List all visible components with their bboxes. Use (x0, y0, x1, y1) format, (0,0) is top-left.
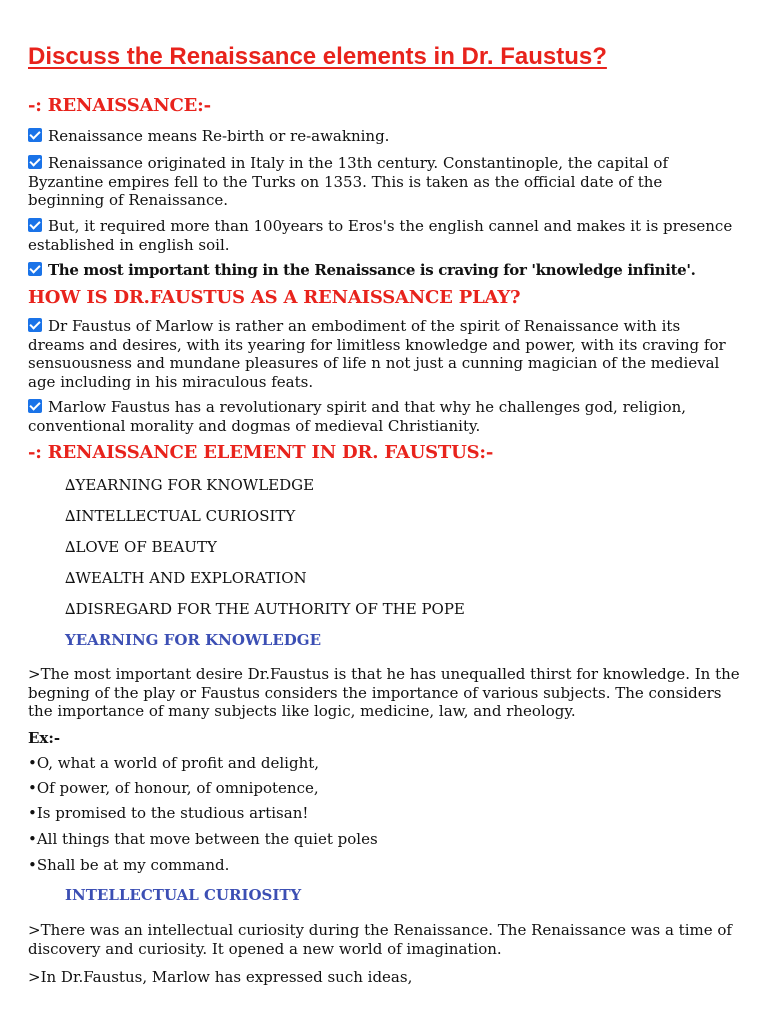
checkbox-icon (28, 218, 42, 232)
element-item: ∆INTELLECTUAL CURIOSITY (65, 507, 296, 525)
quote-line: •Of power, of honour, of omnipotence, (28, 779, 319, 797)
checkbox-icon (28, 399, 42, 413)
bullet-point: Dr Faustus of Marlow is rather an embodiment of the spirit of Renaissance with its dreams and desires, with its yearing for limitless knowledge and power, with its craving for sensuousness and mundane pleasures of life n not just a cunning magician of the medieval age including in his miraculous feats. (28, 317, 726, 391)
section-heading-play: HOW IS DR.FAUSTUS AS A RENAISSANCE PLAY? (28, 287, 521, 308)
bullet-point: Renaissance originated in Italy in the 13th century. Constantinople, the capital of Byzantine empires fell to the Turks on 1353. This is taken as the official date of the beginning of Renaissance. (28, 154, 668, 209)
bullet-point: Renaissance means Re-birth or re-awakning. (28, 127, 740, 146)
subheading-curiosity: INTELLECTUAL CURIOSITY (65, 886, 302, 904)
element-item: ∆YEARNING FOR KNOWLEDGE (65, 476, 315, 494)
quote-line: •O, what a world of profit and delight, (28, 754, 320, 772)
example-label: Ex:- (28, 729, 61, 747)
quote-line: •Is promised to the studious artisan! (28, 804, 309, 822)
checkbox-icon (28, 318, 42, 332)
paragraph: >There was an intellectual curiosity during the Renaissance. The Renaissance was a time of discovery and curiosity. It opened a new world of imagination. (28, 921, 732, 958)
element-item: ∆WEALTH AND EXPLORATION (65, 569, 307, 587)
section-heading-elements: -: RENAISSANCE ELEMENT IN DR. FAUSTUS:- (28, 442, 494, 463)
paragraph: >In Dr.Faustus, Marlow has expressed such ideas, (28, 968, 413, 986)
checkbox-icon (28, 128, 42, 142)
element-item: ∆LOVE OF BEAUTY (65, 538, 217, 556)
element-item: ∆DISREGARD FOR THE AUTHORITY OF THE POPE (65, 600, 465, 618)
quote-line: •Shall be at my command. (28, 856, 230, 874)
bullet-point: The most important thing in the Renaissance is craving for 'knowledge infinite'. (28, 261, 740, 280)
checkbox-icon (28, 262, 42, 276)
subheading-yearning: YEARNING FOR KNOWLEDGE (65, 631, 322, 649)
paragraph: >The most important desire Dr.Faustus is that he has unequalled thirst for knowledge. In the begning of the play or Faustus considers the importance of various subjects. The considers the importance of many subjects like logic, medicine, law, and rheology. (28, 665, 740, 720)
checkbox-icon (28, 155, 42, 169)
section-heading-renaissance: -: RENAISSANCE:- (28, 95, 211, 116)
bullet-point: But, it required more than 100years to Eros's the english cannel and makes it is presence established in english soil. (28, 217, 733, 254)
quote-line: •All things that move between the quiet poles (28, 830, 378, 848)
page-title: Discuss the Renaissance elements in Dr. Faustus? (28, 43, 607, 70)
bullet-point: Marlow Faustus has a revolutionary spirit and that why he challenges god, religion, conventional morality and dogmas of medieval Christianity. (28, 398, 687, 435)
